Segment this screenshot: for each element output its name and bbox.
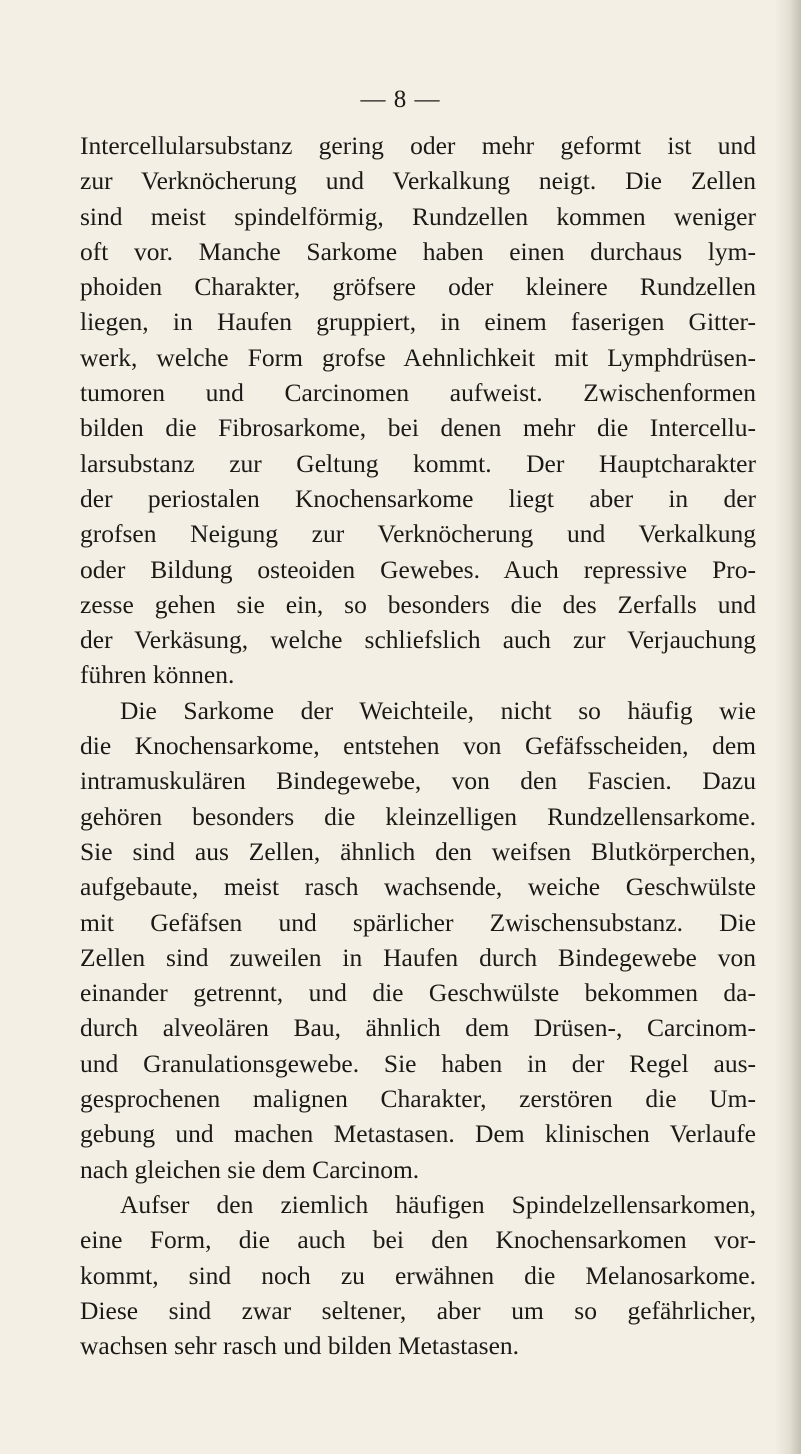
text-line: oft vor. Manche Sarkome haben einen durchaus lym- <box>80 236 756 266</box>
page-number: — 8 — <box>360 86 441 113</box>
text-line: werk, welche Form grofse Aehnlichkeit mit Lymphdrüsen- <box>80 342 756 372</box>
text-line: Die Sarkome der Weichteile, nicht so häufig wie <box>120 695 756 725</box>
text-line: wachsen sehr rasch und bilden Metastasen. <box>80 1331 520 1361</box>
text-line: tumoren und Carcinomen aufweist. Zwischenformen <box>80 378 756 408</box>
page-edge-shadow <box>775 0 801 1454</box>
text-line: kommt, sind noch zu erwähnen die Melanosarkome. <box>80 1260 756 1290</box>
text-line: phoiden Charakter, gröfsere oder kleinere Rundzellen <box>80 272 756 302</box>
text-line: und Granulationsgewebe. Sie haben in der Regel aus- <box>80 1048 756 1078</box>
text-line: liegen, in Haufen gruppiert, in einem faserigen Gitter- <box>80 307 756 337</box>
text-line: mit Gefäfsen und spärlicher Zwischensubstanz. Die <box>80 907 756 937</box>
text-line: grofsen Neigung zur Verknöcherung und Verkalkung <box>80 519 756 549</box>
paragraph <box>80 128 756 693</box>
body-text <box>80 128 756 1363</box>
text-line: gebung und machen Metastasen. Dem klinischen Verlaufe <box>80 1119 756 1149</box>
text-line: nach gleichen sie dem Carcinom. <box>80 1154 420 1184</box>
text-line: gehören besonders die kleinzelligen Rundzellensarkome. <box>80 801 756 831</box>
text-line: der Verkäsung, welche schliefslich auch zur Verjauchung <box>80 625 756 655</box>
text-line: bilden die Fibrosarkome, bei denen mehr die Intercellu- <box>80 413 756 443</box>
text-line: Intercellularsubstanz gering oder mehr geformt ist und <box>80 131 756 160</box>
text-line: Zellen sind zuweilen in Haufen durch Bindegewebe von <box>80 942 756 972</box>
text-line: die Knochensarkome, entstehen von Gefäfsscheiden, dem <box>80 731 756 761</box>
text-line: führen können. <box>80 660 235 690</box>
text-line: eine Form, die auch bei den Knochensarkomen vor- <box>80 1225 756 1255</box>
text-line: aufgebaute, meist rasch wachsende, weiche Geschwülste <box>80 872 756 902</box>
text-line: der periostalen Knochensarkome liegt aber in der <box>80 483 756 513</box>
text-line: Diese sind zwar seltener, aber um so gefährlicher, <box>80 1295 756 1325</box>
paragraph <box>80 1187 756 1363</box>
paragraph <box>80 693 756 1187</box>
text-line: zesse gehen sie ein, so besonders die des Zerfalls und <box>80 589 756 619</box>
text-line: gesprochenen malignen Charakter, zerstören die Um- <box>80 1084 756 1114</box>
text-line: durch alveolären Bau, ähnlich dem Drüsen-, Carcinom- <box>80 1013 756 1043</box>
text-line: intramuskulären Bindegewebe, von den Fascien. Dazu <box>80 766 756 796</box>
text-line: einander getrennt, und die Geschwülste bekommen da- <box>80 978 756 1008</box>
text-line: Aufser den ziemlich häufigen Spindelzellensarkomen, <box>120 1189 756 1219</box>
text-line: Sie sind aus Zellen, ähnlich den weifsen Blutkörperchen, <box>80 836 756 866</box>
text-line: larsubstanz zur Geltung kommt. Der Hauptcharakter <box>80 448 756 478</box>
text-line: sind meist spindelförmig, Rundzellen kommen weniger <box>80 201 756 231</box>
text-line: zur Verknöcherung und Verkalkung neigt. Die Zellen <box>80 166 756 196</box>
text-line: oder Bildung osteoiden Gewebes. Auch repressive Pro- <box>80 554 756 584</box>
